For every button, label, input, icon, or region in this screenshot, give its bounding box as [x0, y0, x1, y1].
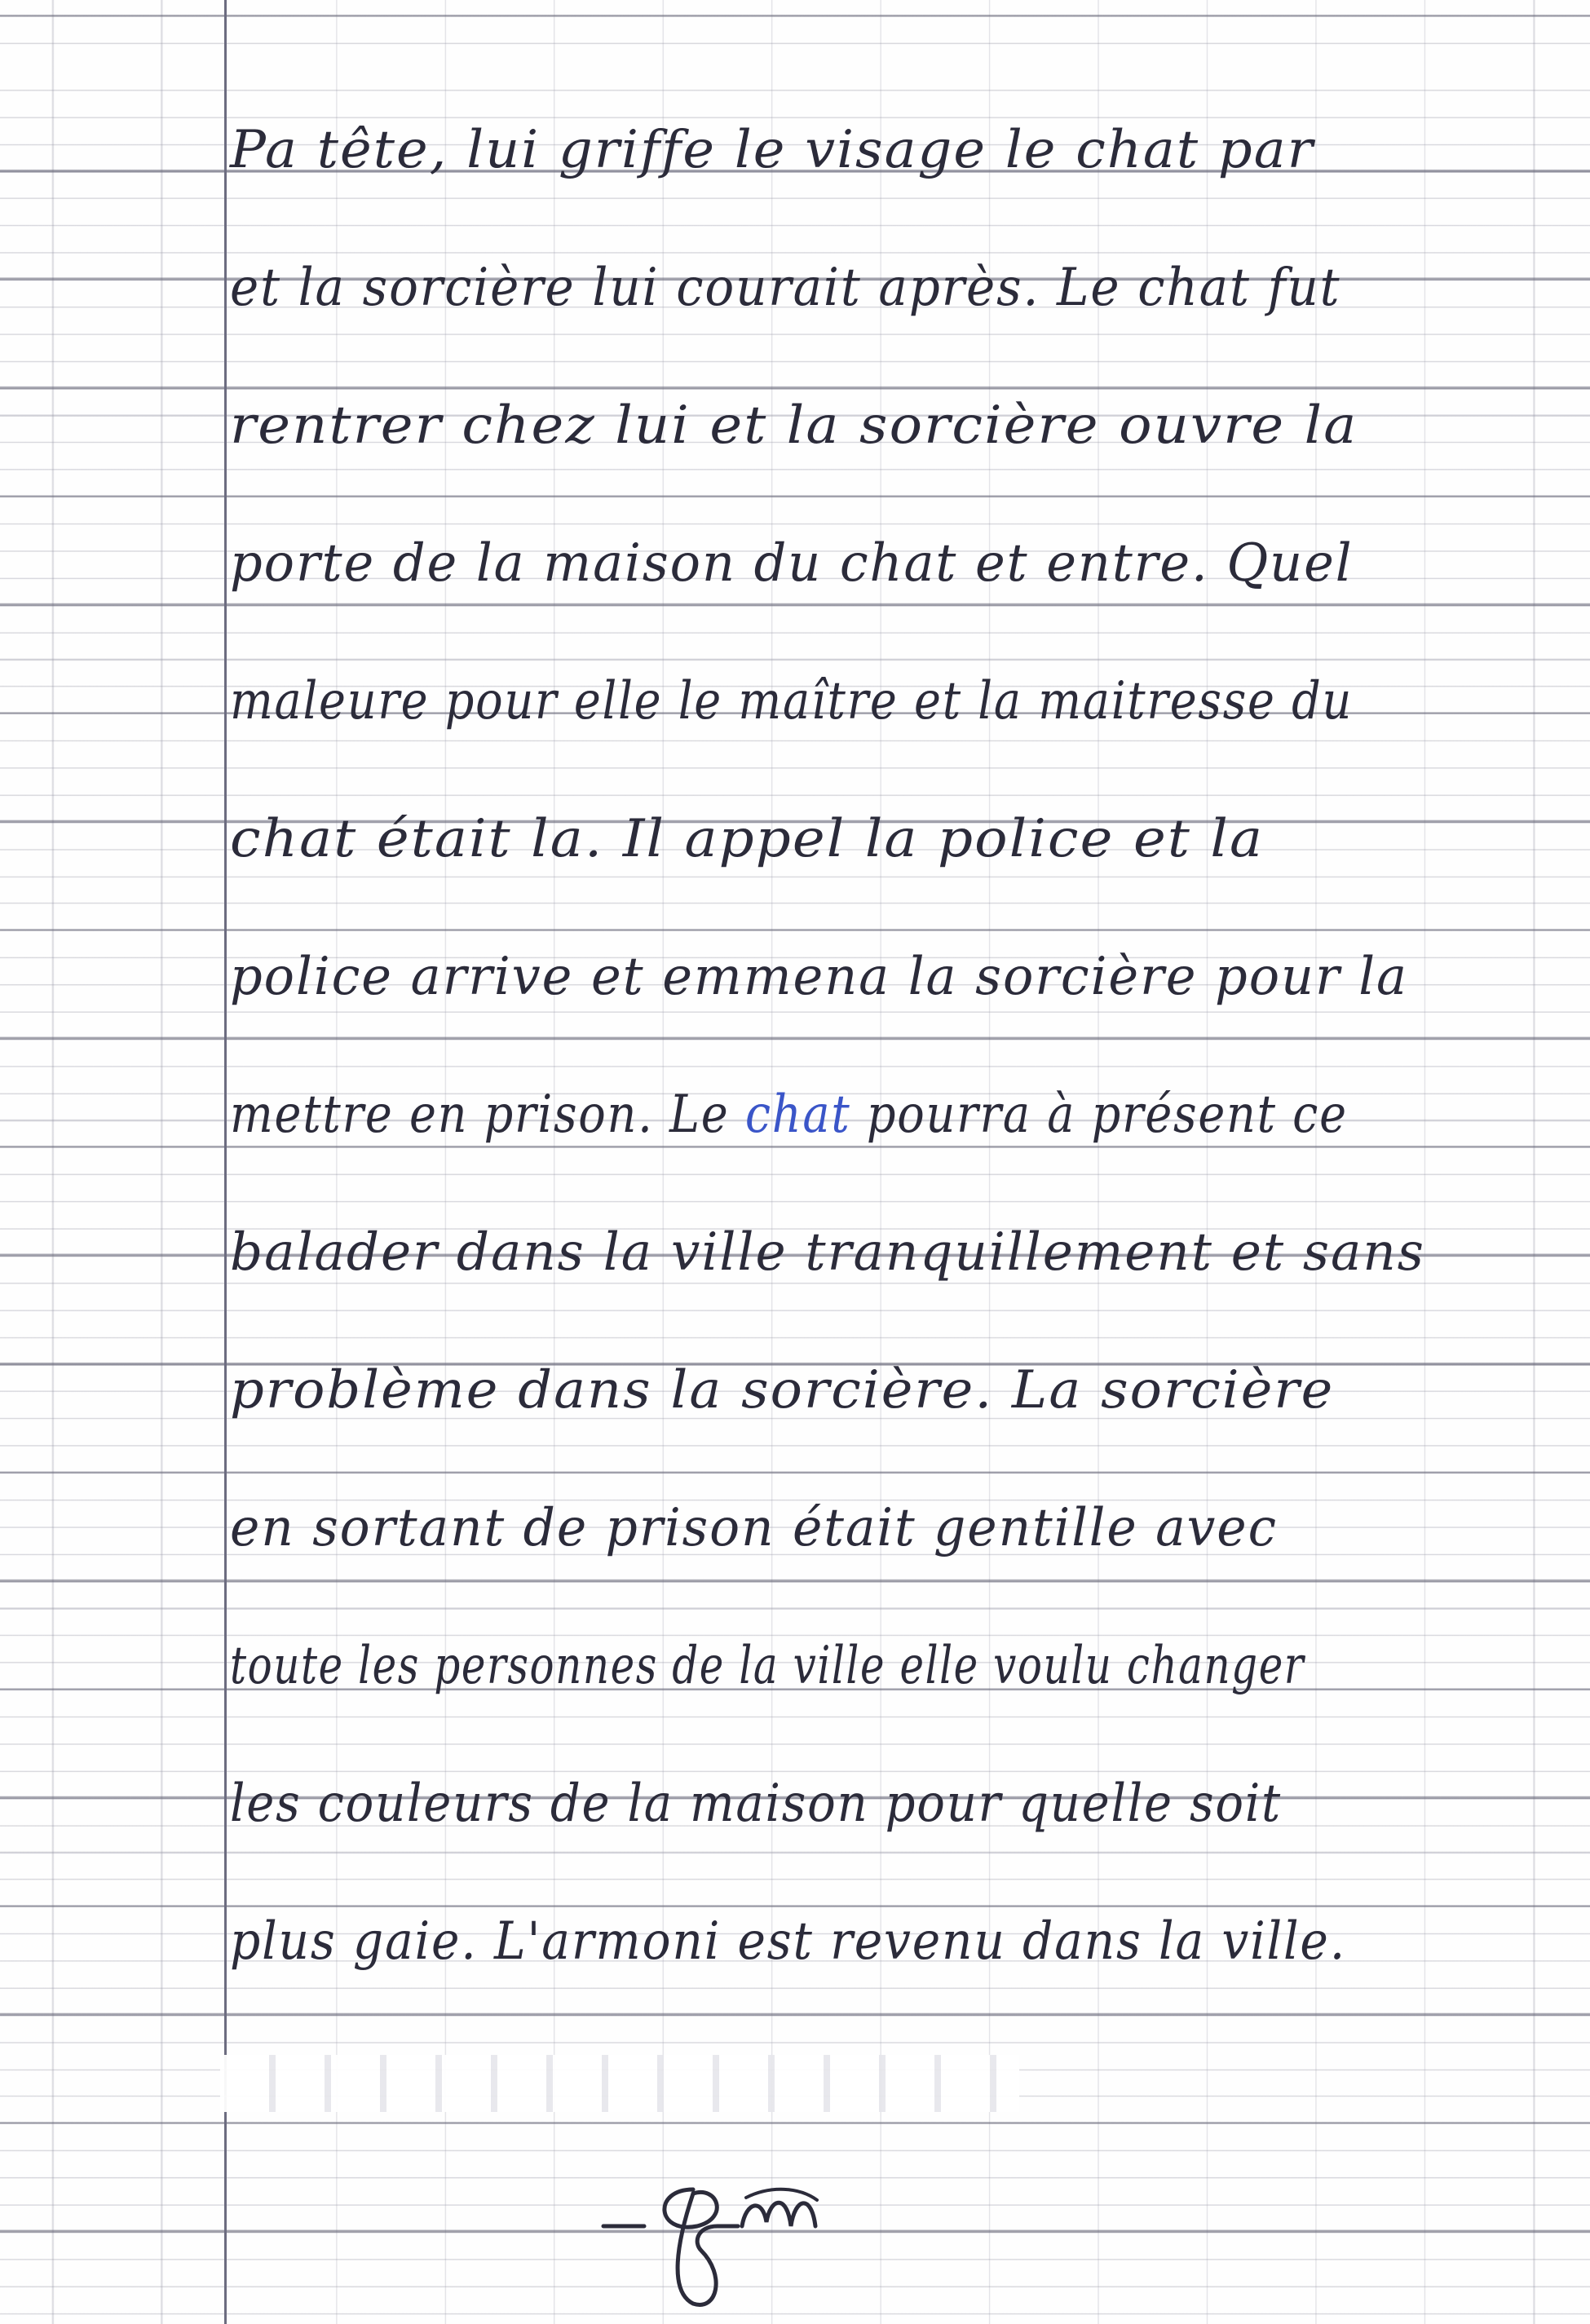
text-line: porte de la maison du chat et entre. Quel: [230, 533, 1354, 594]
text-line: et la sorcière lui courait après. Le chat fut: [230, 258, 1341, 318]
signature-mark: [595, 2112, 889, 2324]
text-line: maleure pour elle le maître et la maitresse du: [230, 671, 1354, 731]
blue-ink-word: chat: [744, 1085, 851, 1145]
text-line: problème dans la sorcière. La sorcière: [230, 1360, 1335, 1420]
text-line: police arrive et emmena la sorcière pour la: [230, 947, 1408, 1007]
text-line: toute les personnes de la ville elle voulu changer: [230, 1636, 1305, 1696]
margin-line: [224, 0, 227, 2324]
text-line: Pa tête, lui griffe le visage le chat par: [230, 120, 1314, 180]
text-line: en sortant de prison était gentille avec: [230, 1498, 1278, 1558]
text-segment: mettre en prison. Le: [230, 1085, 745, 1145]
erased-area: [220, 2055, 1019, 2112]
text-line: balader dans la ville tranquillement et sans: [230, 1222, 1425, 1283]
text-line: rentrer chez lui et la sorcière ouvre la: [230, 395, 1358, 456]
text-line: plus gaie. L'armoni est revenu dans la ville.: [230, 1911, 1347, 1972]
handwritten-text-block: [230, 82, 1437, 2011]
text-line: chat était la. Il appel la police et la: [230, 809, 1265, 869]
text-line: les couleurs de la maison pour quelle soit: [230, 1774, 1282, 1834]
text-line-with-blue-word: [230, 1046, 1348, 1184]
text-segment: pourra à présent ce: [850, 1085, 1348, 1145]
